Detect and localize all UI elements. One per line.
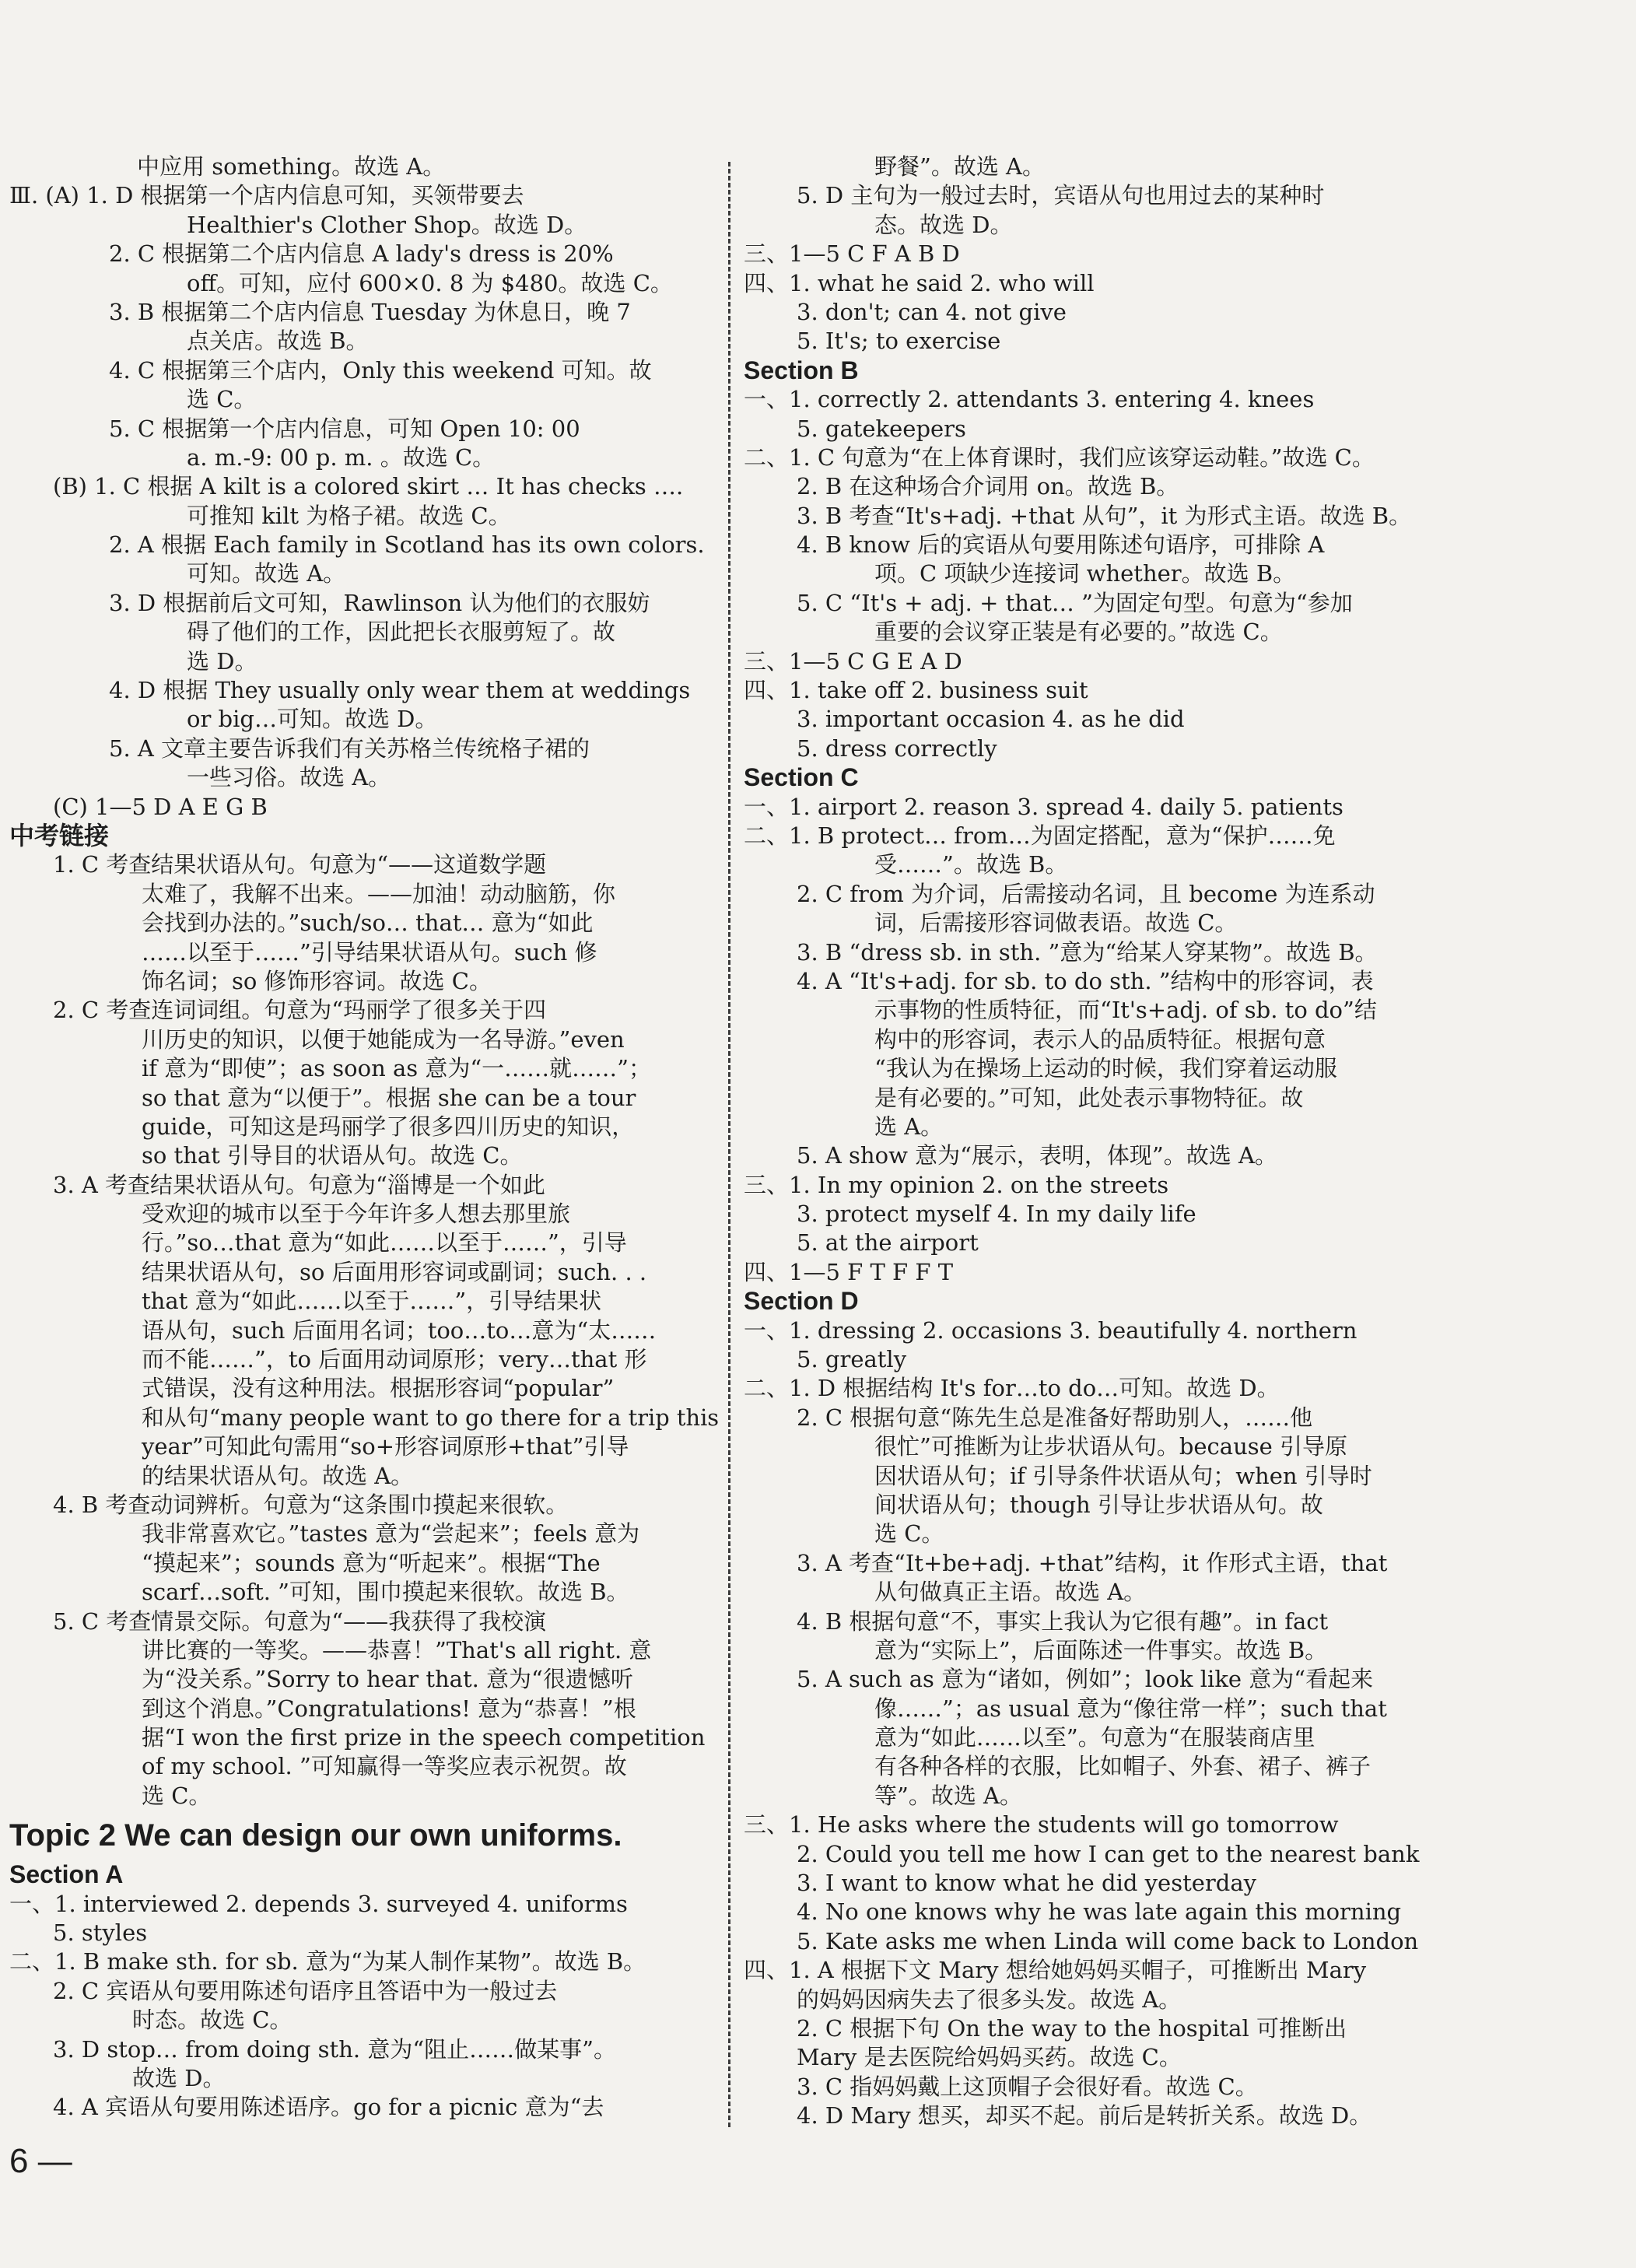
line-text: 4. B 考查动词辨析。句意为“这条围巾摸起来很软。 <box>53 1491 569 1518</box>
line-text: year”可知此句需用“so+形容词原形+that”引导 <box>142 1433 629 1460</box>
line-text: “我认为在操场上运动的时候，我们穿着运动服 <box>874 1055 1337 1082</box>
answer-line <box>744 618 1611 647</box>
line-text: 从句做真正主语。故选 A。 <box>874 1579 1147 1606</box>
answer-line <box>9 2093 719 2122</box>
line-text: 三、1. He asks where the students will go tomorrow <box>744 1811 1339 1839</box>
answer-line <box>9 1287 719 1316</box>
line-text: 因状语从句；if 引导条件状语从句；when 引导时 <box>874 1462 1372 1489</box>
answer-line <box>9 967 719 996</box>
answer-line <box>744 385 1611 414</box>
answer-line <box>744 996 1611 1025</box>
answer-line <box>744 152 1611 181</box>
answer-line <box>9 763 719 792</box>
line-text: 5. C 根据第一个店内信息，可知 Open 10: 00 <box>109 415 580 442</box>
answer-line <box>744 1025 1611 1054</box>
line-text: 5. A 文章主要告诉我们有关苏格兰传统格子裙的 <box>109 734 590 762</box>
line-text: 三、1—5 C F A B D <box>744 240 960 268</box>
answer-line <box>9 1919 719 1947</box>
line-text: Section D <box>744 1287 859 1316</box>
line-text: 川历史的知识，以便于她能成为一名导游。”even <box>142 1025 625 1053</box>
answer-line <box>744 1549 1611 1578</box>
answer-line <box>744 1316 1611 1345</box>
line-text: 语从句，such 后面用名词；too…to…意为“太…… <box>142 1316 657 1344</box>
line-text: 碍了他们的工作，因此把长衣服剪短了。故 <box>187 619 616 646</box>
line-text: 意为“如此……以至”。句意为“在服装商店里 <box>874 1724 1315 1751</box>
answer-line <box>9 1084 719 1113</box>
answer-line <box>744 1141 1611 1170</box>
answer-line <box>744 298 1611 327</box>
line-text: 5. dress correctly <box>797 734 997 762</box>
line-text: 5. styles <box>53 1919 148 1947</box>
answer-line <box>9 1462 719 1491</box>
answer-line <box>744 2073 1611 2101</box>
answer-line <box>744 327 1611 356</box>
line-text: that 意为“如此……以至于……”，引导结果状 <box>142 1288 602 1315</box>
line-text: 可推知 kilt 为格子裙。故选 C。 <box>187 502 511 529</box>
answer-line <box>744 1607 1611 1636</box>
answer-line <box>9 502 719 531</box>
line-text: 项。C 项缺少连接词 whether。故选 B。 <box>874 560 1296 587</box>
line-text: 2. C 根据第二个店内信息 A lady's dress is 20% <box>109 240 614 268</box>
line-text: 饰名词；so 修饰形容词。故选 C。 <box>142 967 492 994</box>
line-text: 三、1—5 C G E A D <box>744 647 962 675</box>
line-text: 等”。故选 A。 <box>874 1782 1022 1809</box>
line-text: 中考链接 <box>9 821 110 850</box>
line-text: 像……”；as usual 意为“像往常一样”；such that <box>874 1695 1387 1722</box>
line-text: 4. B know 后的宾语从句要用陈述句语序，可排除 A <box>797 531 1325 559</box>
answer-line <box>9 1345 719 1374</box>
answer-line <box>9 996 719 1025</box>
answer-line <box>9 152 719 181</box>
line-text: 3. B 考查“It's+adj. +that 从句”，it 为形式主语。故选 B。 <box>797 502 1412 529</box>
line-text: (B) 1. C 根据 A kilt is a colored skirt … It has checks …. <box>53 473 684 500</box>
line-text: 和从句“many people want to go there for a trip this <box>142 1404 719 1431</box>
line-text: 5. at the airport <box>797 1229 979 1257</box>
answer-line <box>9 1695 719 1723</box>
line-text: 5. A show 意为“展示，表明，体现”。故选 A。 <box>797 1142 1277 1169</box>
line-text: “摸起来”；sounds 意为“听起来”。根据“The <box>142 1549 601 1576</box>
answer-line <box>9 1258 719 1287</box>
line-text: Ⅲ. (A) 1. D 根据第一个店内信息可知，买领带要去 <box>9 182 524 209</box>
line-text: 一些习俗。故选 A。 <box>187 764 391 791</box>
line-text: 四、1—5 F T F F T <box>744 1258 954 1285</box>
line-text: 太难了，我解不出来。——加油！动动脑筋，你 <box>142 880 616 907</box>
line-text: 5. Kate asks me when Linda will come back to London <box>797 1927 1419 1954</box>
line-text: 而不能……”，to 后面用动词原形；very…that 形 <box>142 1346 647 1373</box>
line-text: Section B <box>744 356 859 384</box>
answer-line <box>744 443 1611 472</box>
line-text: 四、1. take off 2. business suit <box>744 677 1088 704</box>
answer-line <box>9 909 719 938</box>
line-text: 的结果状语从句。故选 A。 <box>142 1462 414 1489</box>
answer-line <box>9 880 719 909</box>
line-text: 2. B 在这种场合介词用 on。故选 B。 <box>797 473 1179 500</box>
line-text: 3. I want to know what he did yesterday <box>797 1870 1256 1897</box>
answer-line <box>9 647 719 676</box>
line-text: 一、1. interviewed 2. depends 3. surveyed 4. uniforms <box>9 1890 628 1917</box>
answer-line <box>744 909 1611 938</box>
answer-line <box>9 1665 719 1694</box>
answer-line <box>9 1432 719 1461</box>
line-text: off。可知，应付 600×0. 8 为 $480。故选 C。 <box>187 269 673 296</box>
answer-line <box>9 559 719 588</box>
page-number: 6 — <box>9 2142 72 2180</box>
line-text: 野餐”。故选 A。 <box>874 153 1045 180</box>
answer-line <box>9 1229 719 1257</box>
answer-line <box>744 502 1611 531</box>
line-text: 4. C 根据第三个店内，Only this weekend 可知。故 <box>109 356 652 384</box>
answer-line <box>744 2043 1611 2072</box>
line-text: 构中的形容词，表示人的品质特征。根据句意 <box>874 1025 1326 1053</box>
answer-line <box>9 298 719 327</box>
answer-line <box>9 472 719 501</box>
line-text: 选 D。 <box>187 647 257 675</box>
line-text: 2. C 考查连词词组。句意为“玛丽学了很多关于四 <box>53 997 547 1024</box>
answer-line <box>744 1986 1611 2014</box>
line-text: so that 引导目的状语从句。故选 C。 <box>142 1142 523 1169</box>
answer-line <box>9 415 719 443</box>
answer-line <box>9 1782 719 1811</box>
line-text: 重要的会议穿正装是有必要的。”故选 C。 <box>874 619 1283 646</box>
line-text: 四、1. what he said 2. who will <box>744 269 1095 296</box>
line-text: 态。故选 D。 <box>874 211 1013 238</box>
answer-line <box>9 1636 719 1665</box>
answer-line <box>744 2101 1611 2130</box>
answer-line <box>744 1171 1611 1200</box>
line-text: 时态。故选 C。 <box>132 2007 293 2034</box>
line-text: 4. B 根据句意“不，事实上我认为它很有趣”。in fact <box>797 1607 1329 1635</box>
line-text: 点关店。故选 B。 <box>187 328 369 355</box>
section-heading <box>744 763 1611 792</box>
line-text: 三、1. In my opinion 2. on the streets <box>744 1171 1169 1198</box>
answer-line <box>744 1869 1611 1898</box>
answer-line <box>9 1947 719 1976</box>
answer-line <box>744 967 1611 996</box>
line-text: 行。”so…that 意为“如此……以至于……”，引导 <box>142 1229 627 1257</box>
line-text: 4. A 宾语从句要用陈述语序。go for a picnic 意为“去 <box>53 2094 604 2121</box>
line-text: 会找到办法的。”such/so… that… 意为“如此 <box>142 910 594 937</box>
answer-line <box>744 589 1611 618</box>
answer-line <box>744 1695 1611 1723</box>
answer-line <box>744 1491 1611 1520</box>
answer-line <box>9 1025 719 1054</box>
line-text: Healthier's Clother Shop。故选 D。 <box>187 211 587 238</box>
line-text: scarf…soft. ”可知，围巾摸起来很软。故选 B。 <box>142 1579 629 1606</box>
line-text: 二、1. B make sth. for sb. 意为“为某人制作某物”。故选 B。 <box>9 1948 646 1975</box>
line-text: guide，可知这是玛丽学了很多四川历史的知识， <box>142 1113 635 1140</box>
answer-line <box>9 1316 719 1345</box>
answer-line <box>744 1345 1611 1374</box>
answer-line <box>744 1432 1611 1461</box>
answer-line <box>9 1549 719 1578</box>
answer-line <box>9 1171 719 1200</box>
line-text: 2. A 根据 Each family in Scotland has its own colors. <box>109 531 705 559</box>
line-text: 选 C。 <box>142 1782 212 1809</box>
line-text: 选 C。 <box>874 1520 944 1548</box>
line-text: 可知。故选 A。 <box>187 560 346 587</box>
answer-line <box>744 1054 1611 1083</box>
column-divider <box>728 162 730 2127</box>
answer-line <box>744 822 1611 850</box>
answer-line <box>744 269 1611 298</box>
answer-line <box>744 531 1611 559</box>
answer-line <box>9 356 719 385</box>
line-text: 四、1. A 根据下文 Mary 想给她妈妈买帽子，可推断出 Mary <box>744 1957 1367 1984</box>
answer-line <box>744 1636 1611 1665</box>
line-text: 5. gatekeepers <box>797 415 966 442</box>
line-text: 3. A 考查结果状语从句。句意为“淄博是一个如此 <box>53 1171 545 1198</box>
line-text: 二、1. B protect… from…为固定搭配，意为“保护……免 <box>744 822 1336 849</box>
line-text: 是有必要的。”可知，此处表示事物特征。故 <box>874 1084 1304 1111</box>
answer-line <box>744 1665 1611 1694</box>
answer-line <box>9 1491 719 1520</box>
section-heading <box>744 1287 1611 1316</box>
line-text: 词，后需接形容词做表语。故选 C。 <box>874 910 1238 937</box>
line-text: 故选 D。 <box>132 2065 226 2091</box>
answer-line <box>744 1258 1611 1287</box>
right-column <box>744 152 1611 2131</box>
line-text: 1. C 考查结果状语从句。句意为“——这道数学题 <box>53 851 547 878</box>
line-text: 3. D 根据前后文可知，Rawlinson 认为他们的衣服妨 <box>109 589 650 616</box>
line-text: (C) 1—5 D A E G B <box>53 793 268 820</box>
line-text: 3. B 根据第二个店内信息 Tuesday 为休息日，晚 7 <box>109 298 631 325</box>
answer-line <box>9 705 719 734</box>
line-text: 3. C 指妈妈戴上这顶帽子会很好看。故选 C。 <box>797 2073 1258 2100</box>
section-heading <box>9 822 719 850</box>
line-text: a. m.-9: 00 p. m. 。故选 C。 <box>187 443 496 471</box>
line-text: 4. D 根据 They usually only wear them at weddings <box>109 677 691 704</box>
answer-line <box>744 734 1611 763</box>
answer-line <box>9 211 719 240</box>
answer-line <box>744 1840 1611 1869</box>
answer-line <box>744 1374 1611 1403</box>
line-text: Section C <box>744 763 859 792</box>
answer-line <box>744 705 1611 734</box>
section-heading <box>9 1860 719 1889</box>
answer-line <box>744 1927 1611 1956</box>
answer-line <box>744 850 1611 879</box>
answer-line <box>9 938 719 967</box>
line-text: 2. C 根据句意“陈先生总是准备好帮助别人，……他 <box>797 1404 1313 1431</box>
line-text: 2. Could you tell me how I can get to the nearest bank <box>797 1840 1420 1867</box>
answer-line <box>744 1084 1611 1113</box>
line-text: 5. D 主句为一般过去时，宾语从句也用过去的某种时 <box>797 182 1325 209</box>
answer-line <box>744 938 1611 967</box>
line-text: if 意为“即使”；as soon as 意为“一……就……”； <box>142 1055 652 1082</box>
answer-line <box>744 1898 1611 1926</box>
answer-line <box>744 1229 1611 1257</box>
answer-line <box>9 1520 719 1548</box>
answer-line <box>744 1578 1611 1607</box>
line-text: 为“没关系。”Sorry to hear that. 意为“很遗憾听 <box>142 1666 633 1693</box>
answer-line <box>744 1723 1611 1752</box>
line-text: 受欢迎的城市以至于今年许多人想去那里旅 <box>142 1201 571 1228</box>
answer-line <box>9 327 719 356</box>
answer-line <box>9 589 719 618</box>
answer-line <box>744 181 1611 210</box>
line-text: of my school. ”可知赢得一等奖应表示祝贺。故 <box>142 1753 627 1780</box>
line-text: 据“I won the first prize in the speech competition <box>142 1724 706 1751</box>
answer-line <box>9 618 719 647</box>
answer-line <box>9 2064 719 2093</box>
answer-line <box>9 531 719 559</box>
answer-line <box>744 1462 1611 1491</box>
answer-line <box>744 240 1611 268</box>
line-text: 3. D stop… from doing sth. 意为“阻止……做某事”。 <box>53 2035 616 2063</box>
line-text: so that 意为“以便于”。根据 she can be a tour <box>142 1084 636 1111</box>
line-text: 3. B “dress sb. in sth. ”意为“给某人穿某物”。故选 B。 <box>797 938 1378 966</box>
topic-title <box>9 1811 719 1860</box>
answer-line <box>744 793 1611 822</box>
line-text: 3. important occasion 4. as he did <box>797 706 1185 733</box>
line-text: 4. No one knows why he was late again this morning <box>797 1898 1402 1926</box>
line-text: 5. It's; to exercise <box>797 328 1001 355</box>
answer-line <box>744 1520 1611 1548</box>
line-text: ……以至于……”引导结果状语从句。such 修 <box>142 938 597 966</box>
answer-line <box>9 676 719 705</box>
answer-line <box>9 1113 719 1141</box>
line-text: 选 A。 <box>874 1113 944 1140</box>
answer-line <box>744 647 1611 676</box>
line-text: 受……”。故选 B。 <box>874 851 1068 878</box>
line-text: Mary 是去医院给妈妈买药。故选 C。 <box>797 2044 1182 2071</box>
line-text: 二、1. D 根据结构 It's for…to do…可知。故选 D。 <box>744 1375 1280 1402</box>
answer-line <box>9 1200 719 1229</box>
line-text: 结果状语从句，so 后面用形容词或副词；such. . . <box>142 1258 647 1285</box>
line-text: 2. C from 为介词，后需接动名词，且 become 为连系动 <box>797 880 1375 907</box>
line-text: 讲比赛的一等奖。——恭喜！”That's all right. 意 <box>142 1636 652 1663</box>
answer-line <box>9 2035 719 2064</box>
answer-line <box>9 385 719 414</box>
answer-line <box>744 1811 1611 1839</box>
answer-line <box>744 472 1611 501</box>
answer-line <box>9 1374 719 1403</box>
line-text: Topic 2 We can design our own uniforms. <box>9 1818 622 1853</box>
line-text: or big…可知。故选 D。 <box>187 706 438 733</box>
answer-line <box>9 1054 719 1083</box>
answer-line <box>744 1113 1611 1141</box>
line-text: 3. protect myself 4. In my daily life <box>797 1201 1196 1228</box>
answer-line <box>9 793 719 822</box>
answer-line <box>9 1752 719 1781</box>
left-column <box>9 152 719 2123</box>
answer-line <box>9 1890 719 1919</box>
line-text: 意为“实际上”，后面陈述一件事实。故选 B。 <box>874 1636 1328 1663</box>
answer-line <box>9 269 719 298</box>
line-text: 我非常喜欢它。”tastes 意为“尝起来”；feels 意为 <box>142 1520 640 1548</box>
line-text: 5. C 考查情景交际。句意为“——我获得了我校演 <box>53 1607 547 1635</box>
answer-line <box>9 1141 719 1170</box>
answer-line <box>744 880 1611 909</box>
section-heading <box>744 356 1611 385</box>
answer-line <box>744 676 1611 705</box>
answer-line <box>744 1200 1611 1229</box>
answer-line <box>744 1956 1611 1985</box>
answer-line <box>744 2014 1611 2043</box>
answer-line <box>744 415 1611 443</box>
answer-line <box>744 559 1611 588</box>
answer-line <box>9 1404 719 1432</box>
answer-line <box>744 1404 1611 1432</box>
line-text: 很忙”可推断为让步状语从句。because 引导原 <box>874 1433 1348 1460</box>
line-text: 二、1. C 句意为“在上体育课时，我们应该穿运动鞋。”故选 C。 <box>744 443 1375 471</box>
line-text: 间状语从句；though 引导让步状语从句。故 <box>874 1491 1323 1518</box>
answer-line <box>744 1782 1611 1811</box>
answer-line <box>9 850 719 879</box>
line-text: 5. C “It's + adj. + that… ”为固定句型。句意为“参加 <box>797 589 1353 616</box>
answer-line <box>9 1578 719 1607</box>
answer-line <box>9 1607 719 1636</box>
line-text: 示事物的性质特征，而“It's+adj. of sb. to do”结 <box>874 997 1377 1024</box>
line-text: 式错误，没有这种用法。根据形容词“popular” <box>142 1375 615 1402</box>
line-text: 有各种各样的衣服，比如帽子、外套、裙子、裤子 <box>874 1753 1372 1780</box>
line-text: 2. C 宾语从句要用陈述句语序且答语中为一般过去 <box>53 1977 558 2004</box>
line-text: 5. greatly <box>797 1346 907 1373</box>
line-text: 一、1. airport 2. reason 3. spread 4. daily 5. patients <box>744 793 1343 820</box>
answer-line <box>9 1723 719 1752</box>
line-text: 3. A 考查“It+be+adj. +that”结构，it 作形式主语，that <box>797 1549 1388 1576</box>
answer-line <box>9 181 719 210</box>
line-text: 4. A “It's+adj. for sb. to do sth. ”结构中的形容词，表 <box>797 967 1374 994</box>
answer-line <box>744 1752 1611 1781</box>
line-text: 的妈妈因病失去了很多头发。故选 A。 <box>797 1986 1182 2013</box>
line-text: 中应用 something。故选 A。 <box>137 153 446 180</box>
line-text: Section A <box>9 1860 124 1889</box>
line-text: 2. C 根据下句 On the way to the hospital 可推断出 <box>797 2015 1347 2042</box>
answer-line <box>9 240 719 268</box>
line-text: 到这个消息。”Congratulations! 意为“恭喜！”根 <box>142 1695 636 1722</box>
answer-line <box>9 443 719 472</box>
answer-line <box>9 2006 719 2035</box>
answer-line <box>9 1977 719 2006</box>
line-text: 3. don't; can 4. not give <box>797 298 1067 325</box>
line-text: 一、1. correctly 2. attendants 3. entering 4. knees <box>744 386 1315 413</box>
answer-line <box>744 211 1611 240</box>
line-text: 5. A such as 意为“诸如，例如”；look like 意为“看起来 <box>797 1666 1374 1693</box>
line-text: 一、1. dressing 2. occasions 3. beautifully 4. northern <box>744 1316 1357 1344</box>
answer-line <box>9 734 719 763</box>
line-text: 选 C。 <box>187 386 257 413</box>
line-text: 4. D Mary 想买，却买不起。前后是转折关系。故选 D。 <box>797 2102 1372 2130</box>
